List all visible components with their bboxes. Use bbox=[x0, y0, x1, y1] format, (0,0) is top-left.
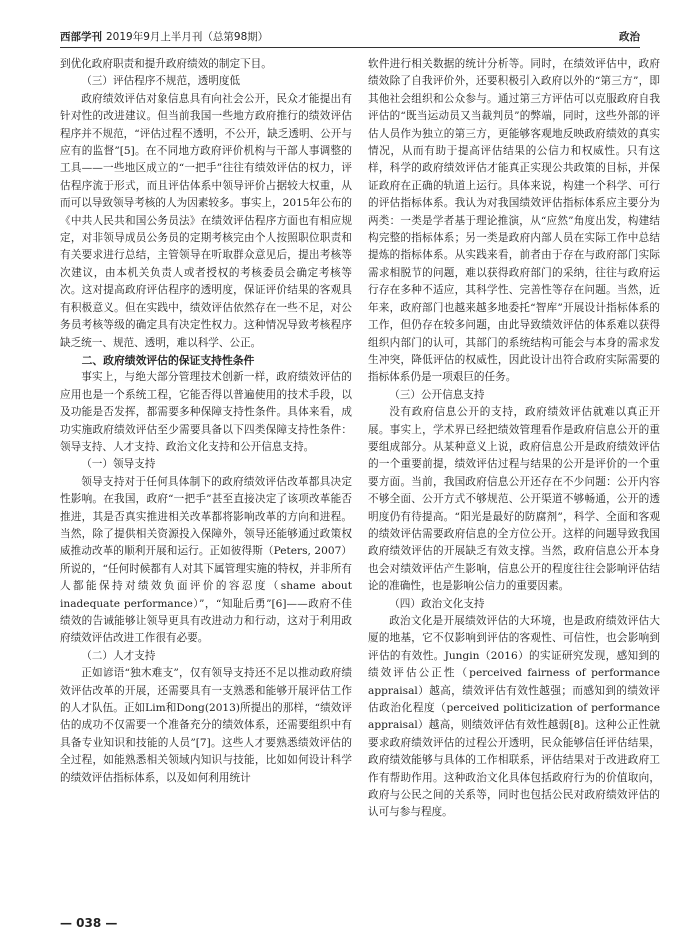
left-column bbox=[60, 56, 352, 896]
issue-info: 2019年9月上半月刊（总第98期） bbox=[106, 31, 269, 43]
subsection-heading: （一）领导支持 bbox=[81, 458, 156, 471]
paragraph: 领导支持对于任何具体制下的政府绩效评估改革都具决定性影响。在我国，政府“一把手”甚至直接决定了该项改革能否推进，其是否真实推进相关改革都将影响改革的方向和进程。当然，除了提供相关资源投入保障外，领导还能够通过政策权威推动改革的顺利开展和运行。正如彼得斯（Peters, 2007）所说的，“任何时候都有人对其下属管理实施的特权，并非所有人都能保持对绩效负面评价的容忍度（shame about inadequate performance）”，“知耻后勇”[6]——政府不佳绩效的告诫能够让领导更具有改进动力和行动，这对于利用政府绩效评估改进工作很有必要。 bbox=[60, 475, 352, 645]
section-name: 政治 bbox=[619, 31, 640, 43]
paragraph: 正如谚语“独木难支”，仅有领导支持还不足以推动政府绩效评估改革的开展，还需要具有一支熟悉和能够开展评估工作的人才队伍。正如Lim和Dong(2013)所提出的那样，“绩效评估的成功不仅需要一个准备充分的绩效体系，还需要组织中有具备专业知识和技能的人员”[7]。这些人才要熟悉绩效评估的全过程，如能熟悉相关领域内知识与技能，比如如何设计科学的绩效评估指标体系，以及如何利用统计 bbox=[60, 667, 352, 784]
header-left bbox=[60, 29, 268, 44]
paragraph: 政府绩效评估对象信息具有向社会公开，民众才能提出有针对性的改进建议。但当前我国一些地方政府推行的绩效评估程序并不规范，“评估过程不透明，不公开，缺乏透明、公开与应有的监督”[5]。在不同地方政府评价机构与干部人事调整的工具——一些地区成立的“一把手”往往有绩效评估的权力，评估程序流于形式，而且评估体系中领导评价占据较大权重，从而可以导致领导考核的人为因素较多。事实上，2015年公布的《中共人民共和国公务员法》在绩效评估程序方面也有相应规定，对非领导成员公务员的定期考核完由个人按照职位职责和有关要求进行总结，主管领导在听取群众意见后，提出考核等次建议，由本机关负责人或者授权的考核委员会确定考核等次。这对提高政府评估程序的透明度，保证评价结果的客观具有积极意义。但在实践中，绩效评估依然存在一些不足，对公务员考核等级的确定具有决定性权力。这种情况导致考核程序缺乏统一、规范、透明，难以科学、公正。 bbox=[60, 92, 352, 349]
paragraph: 到优化政府职责和提升政府绩效的制定下目。 bbox=[60, 58, 272, 70]
journal-name: 西部学刊 bbox=[60, 31, 102, 43]
subsection-heading: （二）人才支持 bbox=[81, 649, 156, 662]
subsection-heading: （四）政治文化支持 bbox=[389, 597, 485, 610]
paragraph: 政治文化是开展绩效评估的大环境，也是政府绩效评估大厦的地基，它不仅影响到评估的客观性、可信性，也会影响到评估的有效性。Jungin（2016）的实证研究发现，感知到的绩效评估公正性（perceived fairness of performance appraisal）越高，绩效评估有效性越强；而感知到的绩效评估政治化程度（perceived politicization of performance appraisal）越高，则绩效评估有效性越弱[8]。这种公正性就要求政府绩效评估的过程公开透明，民众能够信任评估结果，政府绩效能够与具体的工作相联系，评估结果对于改进政府工作有帮助作用。这种政治文化具体包括政府行为的价值取向，政府与公民之间的关系等，同时也包括公民对政府绩效评估的认可与参与程度。 bbox=[368, 615, 660, 819]
running-header bbox=[60, 20, 640, 48]
subsection-heading: （三）公开信息支持 bbox=[389, 388, 485, 401]
paragraph: 没有政府信息公开的支持，政府绩效评估就难以真正开展。事实上，学术界已经把绩效管理看作是政府信息公开的重要组成部分。从某种意义上说，政府信息公开是政府绩效评估的一个重要前提，绩效评估过程与结果的公开是评价的一个重要方面。当前，我国政府信息公开还存在不少问题：公开内容不够全面、公开方式不够规范、公开渠道不够畅通，公开的透明度仍有待提高。“阳光是最好的防腐剂”，科学、全面和客观的绩效评估需要政府信息的全方位公开。这样的问题导致我国政府绩效评估的开展缺乏有效支撑。当然，政府信息公开本身也会对绩效评估产生影响，信息公开的程度往往会影响评估结论的准确性，也是影响公信力的重要因素。 bbox=[368, 406, 660, 593]
section-heading: 二、政府绩效评估的保证支持性条件 bbox=[81, 353, 255, 367]
right-column bbox=[368, 56, 660, 896]
paragraph: 事实上，与绝大部分管理技术创新一样，政府绩效评估的应用也是一个系统工程，它能否得以普遍使用的技术手段，以及功能是否发挥，都需要多种保障支持性条件。具体来看，成功实施政府绩效评估至少需要具备以下四类保障支持性条件：领导支持、人才支持、政治文化支持和公开信息支持。 bbox=[60, 371, 352, 453]
paragraph: 软件进行相关数据的统计分析等。同时，在绩效评估中，政府绩效除了自我评价外，还要积极引入政府以外的“第三方”，即其他社会组织和公众参与。通过第三方评估可以克服政府自我评估的“既当运动员又当裁判员”的弊端，同时，这些外部的评估人员作为独立的第三方，更能够客观地反映政府绩效的真实情况，从而有助于提高评估结果的公信力和权威性。只有这样，科学的政府绩效评估才能真正实现公共政策的目标，并保证政府在正确的轨道上运行。具体来说，构建一个科学、可行的评估指标体系。我认为对我国绩效评估指标体系应主要分为两类：一类是学者基于理论推演，从“应然”角度出发，构建结构完整的指标体系；另一类是政府内部人员在实际工作中总结提炼的指标体系。从实践来看，前者由于存在与政府部门实际需求相脱节的问题，难以获得政府部门的采纳，往往与政府运行存在多种不适应，其科学性、完善性等存在问题。当然，近年来，政府部门也越来越多地委托“智库”开展设计指标体系的工作，但仍存在较多问题，由此导致绩效评估的体系难以获得组织内部门的认可，其部门的系统结构可能会与本身的需求发生冲突，降低评估的权威性，因此设计出符合政府实际需要的指标体系仍是一项艰巨的任务。 bbox=[368, 58, 660, 384]
page-number: — 038 — bbox=[60, 916, 118, 930]
subsection-heading: （三）评估程序不规范，透明度低 bbox=[81, 75, 241, 88]
